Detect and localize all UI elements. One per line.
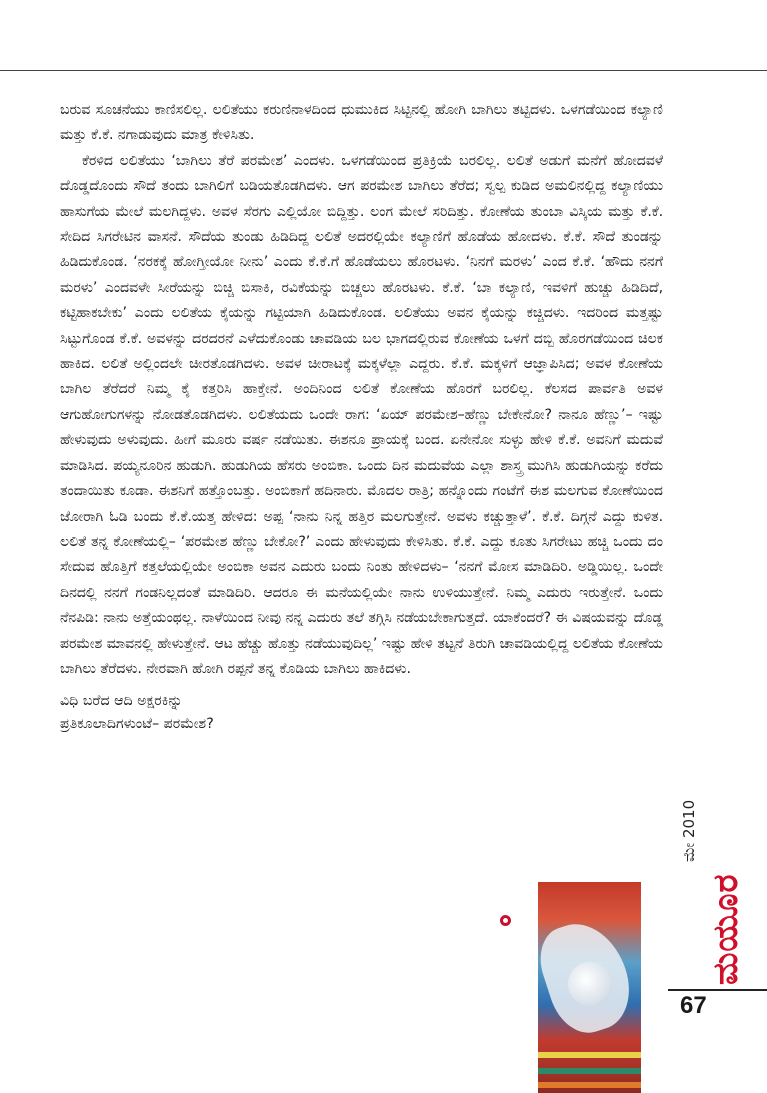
closing-line-2: ಪ್ರತಿಕೂಲಾದಿಗಳುಂಟೆ– ಪರಮೇಶ? (60, 716, 214, 733)
closing-verse (60, 690, 663, 736)
illustration-stripe (538, 1052, 641, 1058)
illustration-stripe (538, 1068, 641, 1074)
closing-line-1: ವಿಧಿ ಬರೆದ ಆದಿ ಅಕ್ಷರಕಿನ್ನು (60, 693, 183, 710)
article-body (60, 98, 663, 736)
illustration-stripe (538, 1082, 641, 1088)
paragraph-2: ಕೆರಳಿದ ಲಲಿತೆಯು ‘ಬಾಗಿಲು ತೆರೆ ಪರಮೇಶ’ ಎಂದಳು. ಒಳಗಡೆಯಿಂದ ಪ್ರತಿಕ್ರಿಯೆ ಬರಲಿಲ್ಲ. ಲಲಿತೆ ಅಡುಗೆ ಮನೆಗೆ ಹೋದವಳೆ ದೊಡ್ಡದೊಂದು ಸೌದೆ ತಂದು ಬಾಗಿಲಿಗೆ ಬಡಿಯತೊಡಗಿದಳು. ಆಗ ಪರಮೇಶ ಬಾಗಿಲು ತೆರೆದ; ಸ್ವಲ್ಪ ಕುಡಿದ ಅಮಲಿನಲ್ಲಿದ್ದ ಕಲ್ಯಾಣಿಯು ಹಾಸುಗೆಯ ಮೇಲೆ ಮಲಗಿದ್ದಳು. ಅವಳ ಸೆರಗು ಎಲ್ಲಿಯೋ ಬಿದ್ದಿತ್ತು. ಲಂಗ ಮೇಲೆ ಸರಿದಿತ್ತು. ಕೋಣೆಯ ತುಂಬಾ ವಿಸ್ಕಿಯ ಮತ್ತು ಕೆ.ಕೆ. ಸೇದಿದ ಸಿಗರೇಟಿನ ವಾಸನೆ. ಸೌದೆಯ ತುಂಡು ಹಿಡಿದಿದ್ದ ಲಲಿತೆ ಅದರಲ್ಲಿಯೇ ಕಲ್ಯಾಣಿಗೆ ಹೊಡೆಯ ಹೋದಳು. ಕೆ.ಕೆ. ಸೌದೆ ತುಂಡನ್ನು ಹಿಡಿದುಕೊಂಡ. ‘ನರಕಕ್ಕೆ ಹೋಗ್ತೀಯೋ ನೀನು’ ಎಂದು ಕೆ.ಕೆ.ಗೆ ಹೊಡೆಯಲು ಹೊರಟಳು. ‘ನಿನಗೆ ಮರಳು’ ಎಂದ ಕೆ.ಕೆ. ‘ಹೌದು ನನಗೆ ಮರಳು’ ಎಂದವಳೇ ಸೀರೆಯನ್ನು ಬಿಚ್ಚಿ ಬಿಸಾಕಿ, ರವಿಕೆಯನ್ನು ಬಿಚ್ಚಲು ಹೊರಟಳು. ಕೆ.ಕೆ. ‘ಬಾ ಕಲ್ಯಾಣಿ, ಇವಳಿಗೆ ಹುಚ್ಚು ಹಿಡಿದಿದೆ, ಕಟ್ಟಿಹಾಕಬೇಕು’ ಎಂದು ಲಲಿತೆಯ ಕೈಯನ್ನು ಗಟ್ಟಿಯಾಗಿ ಹಿಡಿದುಕೊಂಡ. ಲಲಿತೆಯು ಅವನ ಕೈಯನ್ನು ಕಚ್ಚಿದಳು. ಇದರಿಂದ ಮತ್ತಷ್ಟು ಸಿಟ್ಟುಗೊಂಡ ಕೆ.ಕೆ. ಅವಳನ್ನು ದರದರನೆ ಎಳೆದುಕೊಂಡು ಚಾವಡಿಯ ಬಲ ಭಾಗದಲ್ಲಿರುವ ಕೋಣೆಯ ಒಳಗೆ ದಬ್ಬಿ ಹೊರಗಡೆಯಿಂದ ಚಿಲಕ ಹಾಕಿದ. ಲಲಿತೆ ಅಲ್ಲಿಂದಲೇ ಚೀರತೊಡಗಿದಳು. ಅವಳ ಚೀರಾಟಕ್ಕೆ ಮಕ್ಕಳೆಲ್ಲಾ ಎದ್ದರು. ಕೆ.ಕೆ. ಮಕ್ಕಳಿಗೆ ಆಜ್ಞಾಪಿಸಿದ; ಅವಳ ಕೋಣೆಯ ಬಾಗಿಲ ತೆರೆದರೆ ನಿಮ್ಮ ಕೈ ಕತ್ತರಿಸಿ ಹಾಕ್ತೇನೆ. ಅಂದಿನಿಂದ ಲಲಿತೆ ಕೋಣೆಯ ಹೊರಗೆ ಬರಲಿಲ್ಲ. ಕೆಲಸದ ಪಾರ್ವತಿ ಅವಳ ಆಗುಹೋಗುಗಳನ್ನು ನೋಡತೊಡಗಿದಳು. ಲಲಿತೆಯದು ಒಂದೇ ರಾಗ: ‘ಏಯ್ ಪರಮೇಶ–ಹೆಣ್ಣು ಬೇಕೇನೋ? ನಾನೂ ಹೆಣ್ಣು’– ಇಷ್ಟು ಹೇಳುವುದು ಅಳುವುದು. ಹೀಗೆ ಮೂರು ವರ್ಷ ನಡೆಯಿತು. ಈಶನೂ ಪ್ರಾಯಕ್ಕೆ ಬಂದ. ಏನೇನೋ ಸುಳ್ಳು ಹೇಳಿ ಕೆ.ಕೆ. ಅವನಿಗೆ ಮದುವೆ ಮಾಡಿಸಿದ. ಪಯ್ಯನೂರಿನ ಹುಡುಗಿ. ಹುಡುಗಿಯ ಹೆಸರು ಅಂಬಿಕಾ. ಒಂದು ದಿನ ಮದುವೆಯ ಎಲ್ಲಾ ಶಾಸ್ತ್ರ ಮುಗಿಸಿ ಹುಡುಗಿಯನ್ನು ಕರೆದು ತಂದಾಯಿತು ಕೂಡಾ. ಈಶನಿಗೆ ಹತ್ತೊಂಬತ್ತು. ಅಂಬಿಕಾಗೆ ಹದಿನಾರು. ಮೊದಲ ರಾತ್ರಿ; ಹನ್ನೊಂದು ಗಂಟೆಗೆ ಈಶ ಮಲಗುವ ಕೋಣೆಯಿಂದ ಜೋರಾಗಿ ಓಡಿ ಬಂದು ಕೆ.ಕೆ.ಯತ್ತ ಹೇಳಿದ: ಅಪ್ಪ ‘ನಾನು ನಿನ್ನ ಹತ್ತಿರ ಮಲಗುತ್ತೇನೆ. ಅವಳು ಕಚ್ಚುತ್ತಾಳೆ’. ಕೆ.ಕೆ. ದಿಗ್ಗನೆ ಎದ್ದು ಕುಳಿತ. ಲಲಿತೆ ತನ್ನ ಕೋಣೆಯಲ್ಲಿ– ‘ಪರಮೇಶ ಹೆಣ್ಣು ಬೇಕೋ?’ ಎಂದು ಹೇಳುವುದು ಕೇಳಿಸಿತು. ಕೆ.ಕೆ. ಎದ್ದು ಕೂತು ಸಿಗರೇಟು ಹಚ್ಚಿ ಒಂದು ದಂ ಸೇದುವ ಹೊತ್ತಿಗೆ ಕತ್ತಲೆಯಲ್ಲಿಯೇ ಅಂಬಿಕಾ ಅವನ ಎದುರು ಬಂದು ನಿಂತು ಹೇಳಿದಳು– ‘ನನಗೆ ಮೋಸ ಮಾಡಿದಿರಿ. ಅಡ್ಡಿಯಿಲ್ಲ. ಒಂದೇ ದಿನದಲ್ಲಿ ನನಗೆ ಗಂಡನಿಲ್ಲದಂತೆ ಮಾಡಿದಿರಿ. ಆದರೂ ಈ ಮನೆಯಲ್ಲಿಯೇ ನಾನು ಉಳಿಯುತ್ತೇನೆ. ನಿಮ್ಮ ಎದುರು ಇರುತ್ತೇನೆ. ಒಂದು ನೆನಪಿಡಿ: ನಾನು ಅತ್ತೆಯಂಥಲ್ಲ. ನಾಳೆಯಿಂದ ನೀವು ನನ್ನ ಎದುರು ತಲೆ ತಗ್ಗಿಸಿ ನಡೆಯಬೇಕಾಗುತ್ತದೆ. ಯಾಕೆಂದರೆ? ಈ ವಿಷಯವನ್ನು ದೊಡ್ಡ ಪರಮೇಶ ಮಾವನಲ್ಲಿ ಹೇಳುತ್ತೇನೆ. ಆಟ ಹೆಚ್ಚು ಹೊತ್ತು ನಡೆಯುವುದಿಲ್ಲ’ ಇಷ್ಟು ಹೇಳಿ ತಟ್ಟನೆ ತಿರುಗಿ ಚಾವಡಿಯಲ್ಲಿದ್ದ ಲಲಿತೆಯ ಕೋಣೆಯ ಬಾಗಿಲು ತೆರೆದಳು. ನೇರವಾಗಿ ಹೋಗಿ ರಪ್ಪನೆ ತನ್ನ ಕೊಡಿಯ ಬಾಗಿಲು ಹಾಕಿದಳು. (60, 152, 663, 677)
paragraph-1: ಬರುವ ಸೂಚನೆಯು ಕಾಣಿಸಲಿಲ್ಲ. ಲಲಿತೆಯು ಕರುಣಿನಾಳದಿಂದ ಧುಮುಕಿದ ಸಿಟ್ಟಿನಲ್ಲಿ ಹೋಗಿ ಬಾಗಿಲು ತಟ್ಟಿದಳು. ಒಳಗಡೆಯಿಂದ ಕಲ್ಯಾಣಿ ಮತ್ತು ಕೆ.ಕೆ. ನಗಾಡುವುದು ಮಾತ್ರ ಕೇಳಿಸಿತು. (60, 102, 663, 144)
page-number: 67 (680, 992, 707, 1019)
page-number-rule (668, 989, 767, 991)
magazine-name: ಮಯೂರ (706, 873, 746, 985)
end-mark-icon (500, 915, 511, 926)
illustration-orb (568, 962, 612, 1006)
header-rule (0, 70, 767, 71)
illustration (538, 882, 641, 1093)
issue-date: ಮೇ 2010 (680, 799, 698, 862)
